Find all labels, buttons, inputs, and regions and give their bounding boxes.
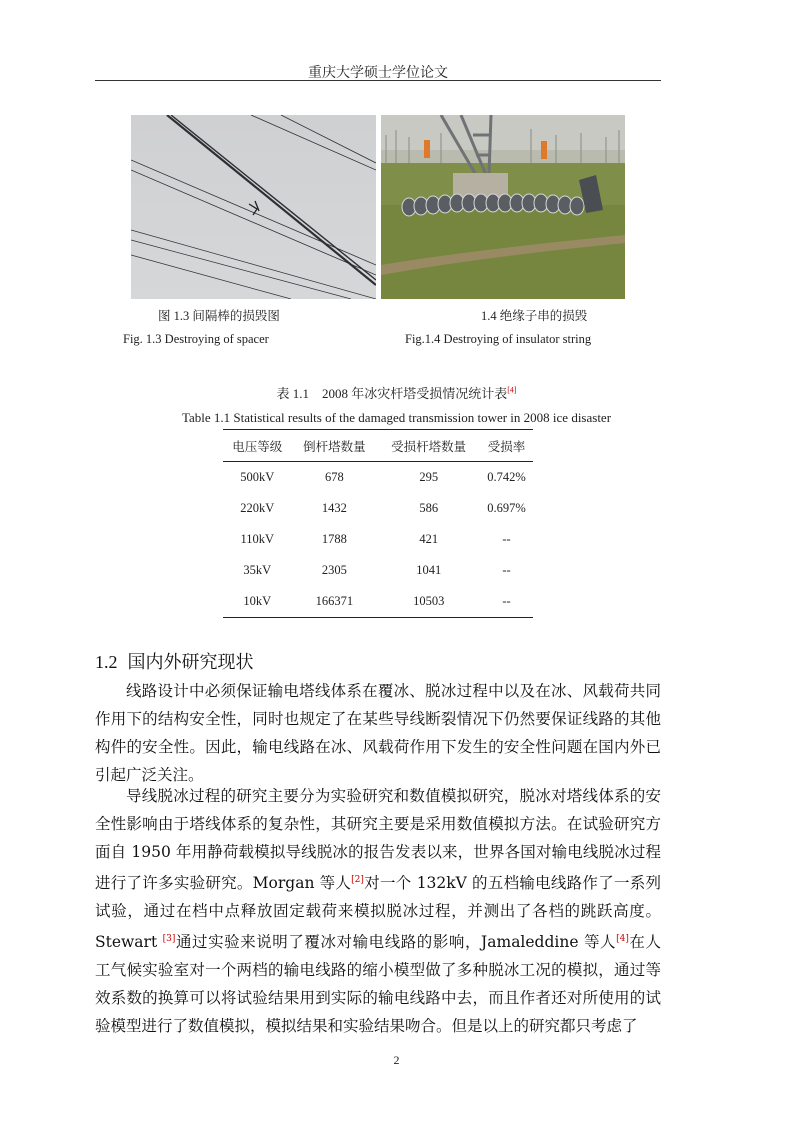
column-header: 倒杆塔数量 bbox=[292, 430, 378, 462]
page-number: 2 bbox=[393, 1053, 400, 1067]
table-cell: 166371 bbox=[292, 586, 378, 618]
damage-statistics-table bbox=[223, 429, 533, 618]
section-heading bbox=[95, 648, 254, 674]
table-cell: 35kV bbox=[243, 563, 272, 577]
figure-1-4-caption-en: Fig.1.4 Destroying of insulator string bbox=[405, 332, 592, 346]
table-cell: 678 bbox=[325, 470, 344, 484]
running-header: 重庆大学硕士学位论文 bbox=[308, 65, 448, 81]
table-cell: 1432 bbox=[321, 501, 347, 515]
table-cell: 500kV bbox=[240, 470, 275, 484]
header-rule bbox=[95, 80, 661, 81]
paragraph-text: 导线脱冰过程的研究主要分为实验研究和数值模拟研究，脱冰对塔线体系的安全性影响由于塔线体系的复杂性，其研究主要是采用数值模拟方法。在试验研究方面自 1950 年用静荷载模拟导线脱冰的报告发表以来，世界各国对输电线脱冰过程进行了许多实验研究。Morgan 等人 bbox=[95, 787, 661, 893]
paragraph-text: 通过实验来说明了覆冰对输电线路的影响，Jamaleddine 等人 bbox=[175, 933, 617, 952]
insulator-photo bbox=[381, 115, 625, 299]
spacer-photo bbox=[131, 115, 376, 299]
citation-link[interactable]: [4] bbox=[616, 934, 629, 945]
table-cell: -- bbox=[480, 586, 533, 618]
section-title: 国内外研究现状 bbox=[127, 652, 254, 673]
citation-link[interactable]: [3] bbox=[162, 934, 176, 945]
table-cell: 10503 bbox=[377, 586, 480, 618]
paragraph-text: 在人工气候实验室对一个两档的输电线路的缩小模型做了多种脱冰工况的模拟，通过等效系数的换算可以将试验结果用到实际的输电线路中去，而且作者还对所使用的试验模型进行了数值模拟，模拟结果和实验结果吻合。但是以上的研究都只考虑了 bbox=[95, 933, 661, 1036]
section-number: 1.2 bbox=[95, 652, 118, 672]
figure-1-4-caption-zh: 1.4 绝缘子串的损毁 bbox=[481, 309, 588, 323]
table-row bbox=[223, 555, 533, 586]
table-title-zh bbox=[0, 383, 793, 402]
table-cell: -- bbox=[502, 563, 511, 577]
table-cell: 1041 bbox=[416, 563, 442, 577]
table-cell: 1788 bbox=[321, 532, 347, 546]
table-cell: 10kV bbox=[223, 586, 292, 618]
table-cell: 110kV bbox=[240, 532, 275, 546]
body-paragraph-2 bbox=[95, 782, 661, 1040]
table-cell: 2305 bbox=[321, 563, 347, 577]
table-cell: 421 bbox=[419, 532, 439, 546]
table-row bbox=[223, 493, 533, 524]
paragraph-text: 对一个 132kV 的五档输电线路作了一系列试验，通过在档中点释放固定载荷来模拟脱冰过程，并测出了各档的跳跃高度。Stewart bbox=[95, 874, 661, 952]
table-title-en: Table 1.1 Statistical results of the damaged transmission tower in 2008 ice disaster bbox=[181, 410, 612, 425]
table-cell: 0.697% bbox=[487, 501, 526, 515]
table-cell: 586 bbox=[419, 501, 439, 515]
column-header: 电压等级 bbox=[223, 430, 292, 462]
figure-1-3-caption-en: Fig. 1.3 Destroying of spacer bbox=[123, 332, 269, 346]
table-row bbox=[223, 524, 533, 555]
table-cell: -- bbox=[502, 532, 511, 546]
figure-1-3-caption-zh: 图 1.3 间隔棒的损毁图 bbox=[158, 309, 280, 323]
body-paragraph-1: 线路设计中必须保证输电塔线体系在覆冰、脱冰过程中以及在冰、风载荷共同作用下的结构安全性，同时也规定了在某些导线断裂情况下仍然要保证线路的其他构件的安全性。因此，输电线路在冰、风载荷作用下发生的安全性问题在国内外已引起广泛关注。 bbox=[95, 682, 661, 784]
table-title-zh-text: 表 1.1 2008 年冰灾杆塔受损情况统计表 bbox=[276, 386, 508, 401]
table-cell: 220kV bbox=[240, 501, 275, 515]
column-header: 受损率 bbox=[480, 430, 533, 462]
citation-link[interactable]: [4] bbox=[507, 385, 517, 395]
column-header: 受损杆塔数量 bbox=[377, 430, 480, 462]
table-row bbox=[223, 586, 533, 618]
citation-link[interactable]: [2] bbox=[351, 875, 364, 885]
table-header-row bbox=[223, 430, 533, 462]
table-cell: 295 bbox=[419, 470, 439, 484]
table-row bbox=[223, 462, 533, 494]
table-cell: 0.742% bbox=[487, 470, 526, 484]
